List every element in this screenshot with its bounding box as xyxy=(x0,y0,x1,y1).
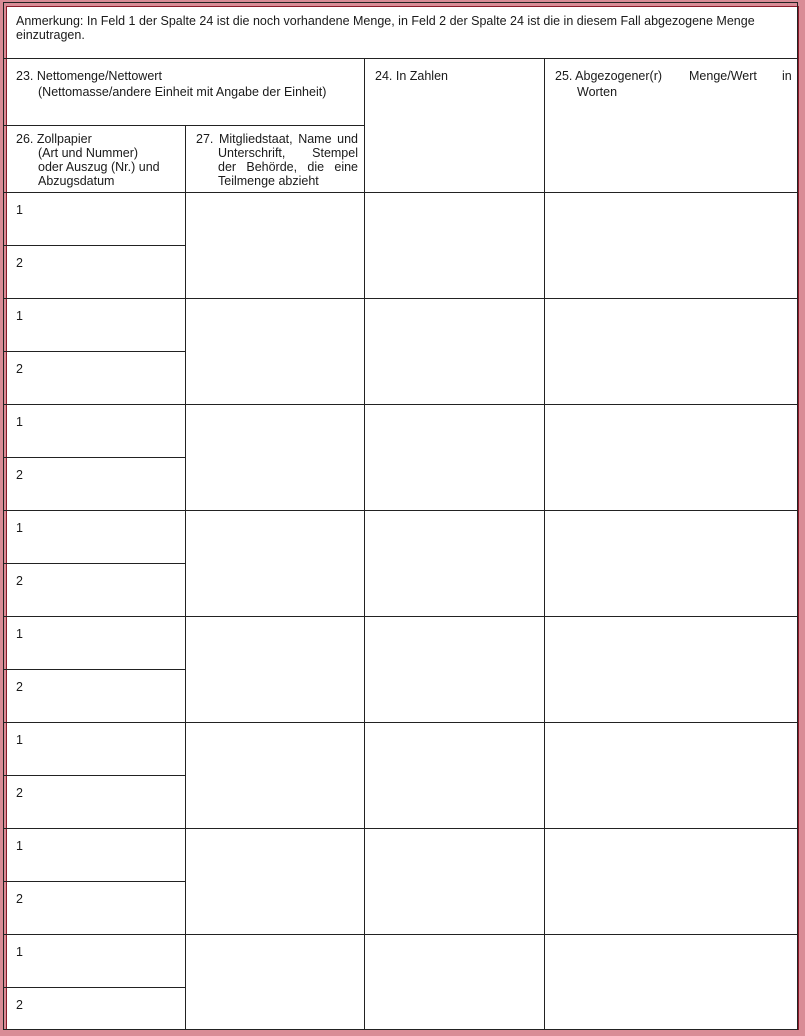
customs-form xyxy=(3,2,798,1030)
col25-left-line xyxy=(544,58,545,1029)
sub-row-divider xyxy=(3,881,185,882)
row-field-2-label: 2 xyxy=(16,574,23,588)
row-field-2-label: 2 xyxy=(16,362,23,376)
row-field-1-label: 1 xyxy=(16,521,23,535)
header-bottom-line xyxy=(3,192,798,193)
col27-line3: der Behörde, die eine xyxy=(218,160,358,174)
form-note: Anmerkung: In Feld 1 der Spalte 24 ist die noch vorhandene Menge, in Feld 2 der Spalte 24 ist die in diesem Fall abgezogene Menge einzutragen. xyxy=(16,14,755,42)
col23-divider xyxy=(3,125,364,126)
row-divider xyxy=(3,828,798,829)
row-divider xyxy=(3,722,798,723)
row-divider xyxy=(3,298,798,299)
row-field-2-label: 2 xyxy=(16,680,23,694)
sub-row-divider xyxy=(3,351,185,352)
row-field-1-label: 1 xyxy=(16,733,23,747)
col27-left-line xyxy=(185,125,186,1029)
col24-header: 24. In Zahlen xyxy=(375,69,448,83)
sub-row-divider xyxy=(3,245,185,246)
sub-row-divider xyxy=(3,775,185,776)
row-field-2-label: 2 xyxy=(16,998,23,1012)
col27-header xyxy=(196,132,358,188)
col26-line1: 26. Zollpapier xyxy=(16,132,92,146)
sub-row-divider xyxy=(3,987,185,988)
col23-header: 23. Nettomenge/Nettowert xyxy=(16,69,162,83)
row-field-2-label: 2 xyxy=(16,892,23,906)
form-right-border xyxy=(797,2,798,1030)
note-divider xyxy=(3,58,798,59)
row-field-1-label: 1 xyxy=(16,309,23,323)
row-divider xyxy=(3,404,798,405)
col24-left-line xyxy=(364,58,365,1029)
col27-line4: Teilmenge abzieht xyxy=(218,174,319,188)
col27-line2: Unterschrift, Stempel xyxy=(218,146,358,160)
row-field-2-label: 2 xyxy=(16,468,23,482)
col25-header-part3: in xyxy=(782,69,792,83)
col25-header-part4: Worten xyxy=(577,85,618,99)
form-left-border xyxy=(3,2,4,1030)
row-field-2-label: 2 xyxy=(16,786,23,800)
row-field-1-label: 1 xyxy=(16,945,23,959)
col26-line2: (Art und Nummer) xyxy=(38,146,139,160)
row-divider xyxy=(3,616,798,617)
row-field-2-label: 2 xyxy=(16,256,23,270)
sub-row-divider xyxy=(3,669,185,670)
form-bottom-border xyxy=(3,1029,798,1030)
col26-line4: Abzugsdatum xyxy=(38,174,115,188)
row-field-1-label: 1 xyxy=(16,203,23,217)
sub-row-divider xyxy=(3,563,185,564)
sub-row-divider xyxy=(3,457,185,458)
col25-header-part2: Menge/Wert xyxy=(689,69,757,83)
col23-subheader: (Nettomasse/andere Einheit mit Angabe der Einheit) xyxy=(38,85,327,99)
col25-header-part1: 25. Abgezogener(r) xyxy=(555,69,663,83)
col26-header xyxy=(16,132,176,188)
row-field-1-label: 1 xyxy=(16,839,23,853)
row-divider xyxy=(3,934,798,935)
col26-line3: oder Auszug (Nr.) und xyxy=(38,160,160,174)
form-top-border xyxy=(3,2,798,3)
row-field-1-label: 1 xyxy=(16,415,23,429)
row-field-1-label: 1 xyxy=(16,627,23,641)
col27-line1: 27. Mitgliedstaat, Name und xyxy=(196,132,358,146)
row-divider xyxy=(3,510,798,511)
